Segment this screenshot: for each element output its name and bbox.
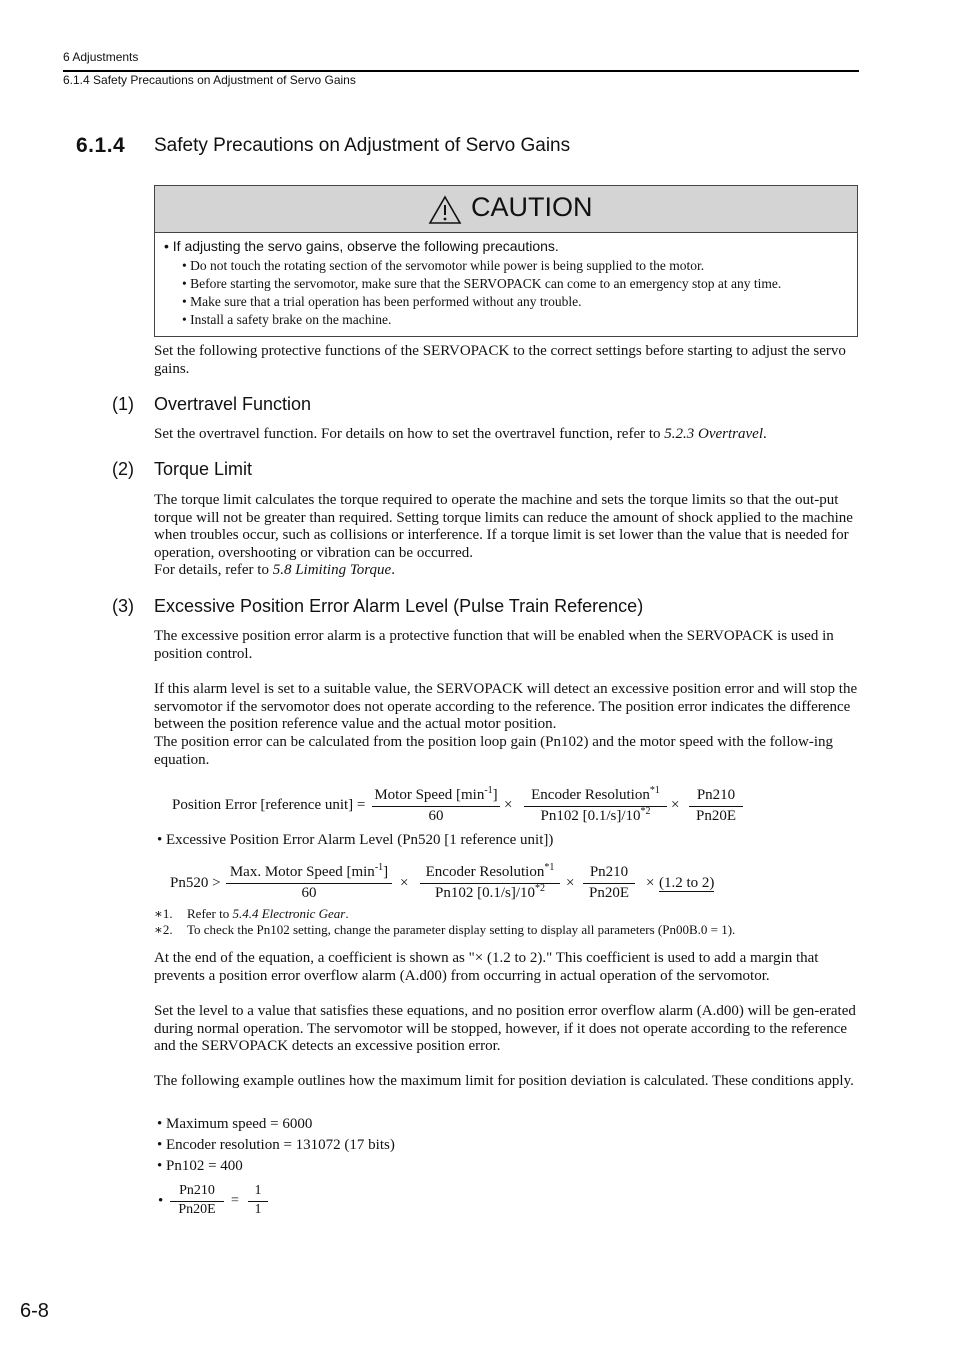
overtravel-end: .: [763, 426, 767, 442]
header-section: 6.1.4 Safety Precautions on Adjustment of Servo Gains: [63, 73, 356, 87]
times-symbol: ×: [671, 797, 680, 813]
footnote-1-ref-link[interactable]: 5.4.4 Electronic Gear: [232, 906, 346, 921]
torque-paragraph: The torque limit calculates the torque required to operate the machine and sets the torque limits so that the out-put torque will not be greater than required. Setting torque limits can reduce the amount of shock applied to the machine when troubles occur, such as collisions or interference. If a torque limit is set lower than the value that is needed for operation, overshooting or vibration can be occurred.: [154, 492, 853, 561]
coefficient-paragraph: At the end of the equation, a coefficient is shown as "× (1.2 to 2)." This coefficient is used to add a margin that prevents a position error overflow alarm (A.d00) from occurring in actual operation of the servomotor.: [154, 950, 819, 984]
eq2-f2-den-text: Pn102 [0.1/s]/10: [434, 885, 535, 901]
section-title: Safety Precautions on Adjustment of Servo Gains: [154, 135, 571, 156]
position-error-paragraph-3: The position error can be calculated from the position loop gain (Pn102) and the motor speed with the follow-ing equation.: [154, 734, 833, 768]
header-chapter: 6 Adjustments: [63, 50, 139, 64]
ratio-result-numerator: 1: [254, 1183, 262, 1198]
caution-item: • Make sure that a trial operation has been performed without any trouble.: [182, 294, 582, 309]
overtravel-paragraph: [154, 426, 860, 444]
torque-ref-prefix: For details, refer to: [154, 562, 273, 578]
position-error-paragraph-1: The excessive position error alarm is a protective function that will be enabled when the SERVOPACK is used in position control.: [154, 628, 834, 662]
footnote-mark: ∗2.: [154, 922, 173, 937]
warning-triangle-icon: [428, 195, 462, 230]
eq1-f2-den-sup: *2: [640, 806, 651, 817]
eq2-fraction-3-denominator: Pn20E: [588, 885, 629, 901]
eq1-f1-num-sup: -1: [484, 785, 493, 796]
list-item: • Maximum speed = 6000: [157, 1116, 313, 1132]
caution-box: [154, 185, 858, 337]
eq1-f2-num-text: Encoder Resolution: [531, 787, 650, 803]
footnote-text: To check the Pn102 setting, change the parameter display setting to display all parameters (Pn00B.0 = 1).: [187, 922, 736, 937]
eq1-lhs: Position Error [reference unit] =: [172, 797, 366, 813]
eq1-fraction-2-denominator: [524, 808, 667, 825]
eq2-fraction-2-numerator: [420, 864, 560, 881]
eq1-f1-num-text: Motor Speed [min: [374, 787, 485, 803]
torque-ref-end: .: [391, 562, 395, 578]
ratio-result-denominator: 1: [254, 1202, 262, 1217]
subsection-title: Torque Limit: [154, 459, 253, 479]
eq2-f2-den-sup: *2: [535, 883, 545, 894]
coefficient: (1.2 to 2): [659, 875, 715, 891]
eq2-f2-num-text: Encoder Resolution: [425, 864, 545, 880]
eq2-f1-num-end: ]: [383, 864, 389, 880]
times-symbol: ×: [566, 875, 575, 891]
caution-header: [155, 186, 857, 233]
eq2-lhs: Pn520 >: [170, 875, 221, 891]
ratio-bullet: •: [158, 1193, 164, 1209]
eq2-f1-num-text: Max. Motor Speed [min: [229, 864, 375, 880]
page-number: 6-8: [20, 1300, 49, 1322]
caution-item: • Before starting the servomotor, make sure that the SERVOPACK can come to an emergency stop at any time.: [182, 276, 782, 291]
caution-title: CAUTION: [471, 192, 593, 222]
footnote-1-end: .: [345, 906, 349, 921]
ratio-equals: =: [231, 1193, 239, 1208]
eq1-f2-num-sup: *1: [649, 785, 660, 796]
eq1-fraction-3-numerator: Pn210: [696, 787, 736, 803]
eq1-fraction-1-numerator: [372, 787, 500, 804]
footnote-mark: ∗1.: [154, 906, 173, 921]
list-item: • Pn102 = 400: [157, 1158, 243, 1174]
fraction-bar: [372, 806, 500, 807]
position-error-paragraph-2: If this alarm level is set to a suitable value, the SERVOPACK will detect an excessive position error and will stop the servomotor if the servomotor does not operate according to the reference. The position error indicates the difference between the position reference value and the actual motor position.: [154, 681, 858, 733]
caution-item: • Do not touch the rotating section of the servomotor while power is being supplied to the motor.: [182, 258, 705, 273]
overtravel-ref-link[interactable]: 5.2.3 Overtravel: [664, 426, 763, 442]
level-paragraph: Set the level to a value that satisfies these equations, and no position error overflow alarm (A.d00) will be gen-erated during normal operation. The servomotor will be stopped, however, if it does not operate according to the reference and the SERVOPACK detects an excessive position error.: [154, 1003, 856, 1055]
times-symbol: ×: [400, 875, 409, 891]
alarm-level-label: • Excessive Position Error Alarm Level (Pn520 [1 reference unit]): [157, 832, 554, 848]
footnote-text: [187, 906, 349, 922]
caution-intro: • If adjusting the servo gains, observe the following precautions.: [164, 238, 559, 254]
subsection-number: (1): [112, 394, 134, 414]
fraction-bar: [226, 883, 392, 884]
ratio-denominator: Pn20E: [178, 1202, 216, 1217]
fraction-bar: [583, 883, 635, 884]
times-symbol: ×: [646, 875, 655, 891]
header-rule: [63, 70, 859, 72]
eq2-fraction-3-numerator: Pn210: [589, 864, 629, 880]
subsection-number: (3): [112, 596, 134, 616]
subsection-title: Excessive Position Error Alarm Level (Pulse Train Reference): [154, 596, 644, 616]
subsection-title: Overtravel Function: [154, 394, 312, 414]
eq1-fraction-3-denominator: Pn20E: [695, 808, 736, 824]
example-paragraph: The following example outlines how the maximum limit for position deviation is calculated. These conditions apply.: [154, 1073, 854, 1089]
footnote-1-text: Refer to: [187, 906, 233, 921]
times-symbol: ×: [504, 797, 513, 813]
eq2-f1-num-sup: -1: [374, 862, 384, 873]
eq1-f1-num-end: ]: [492, 787, 498, 803]
overtravel-text: Set the overtravel function. For details on how to set the overtravel function, refer to: [154, 426, 665, 442]
eq1-fraction-2-numerator: [524, 787, 667, 804]
fraction-bar: [689, 806, 743, 807]
eq2-fraction-2-denominator: [420, 885, 560, 902]
ratio-numerator: Pn210: [179, 1183, 215, 1198]
intro-paragraph: Set the following protective functions of the SERVOPACK to the correct settings before starting to adjust the servo gains.: [154, 343, 846, 377]
torque-ref-line: [154, 562, 860, 580]
eq2-fraction-1-denominator: 60: [301, 885, 317, 901]
caution-item: • Install a safety brake on the machine.: [182, 312, 392, 327]
eq2-fraction-1-numerator: [226, 864, 392, 881]
eq2-f2-num-sup: *1: [544, 862, 555, 873]
section-number: 6.1.4: [76, 134, 126, 157]
subsection-number: (2): [112, 459, 134, 479]
eq1-fraction-1-denominator: 60: [428, 808, 444, 824]
torque-ref-link[interactable]: 5.8 Limiting Torque: [272, 562, 392, 578]
eq1-f2-den-text: Pn102 [0.1/s]/10: [540, 808, 641, 824]
list-item: • Encoder resolution = 131072 (17 bits): [157, 1137, 395, 1153]
